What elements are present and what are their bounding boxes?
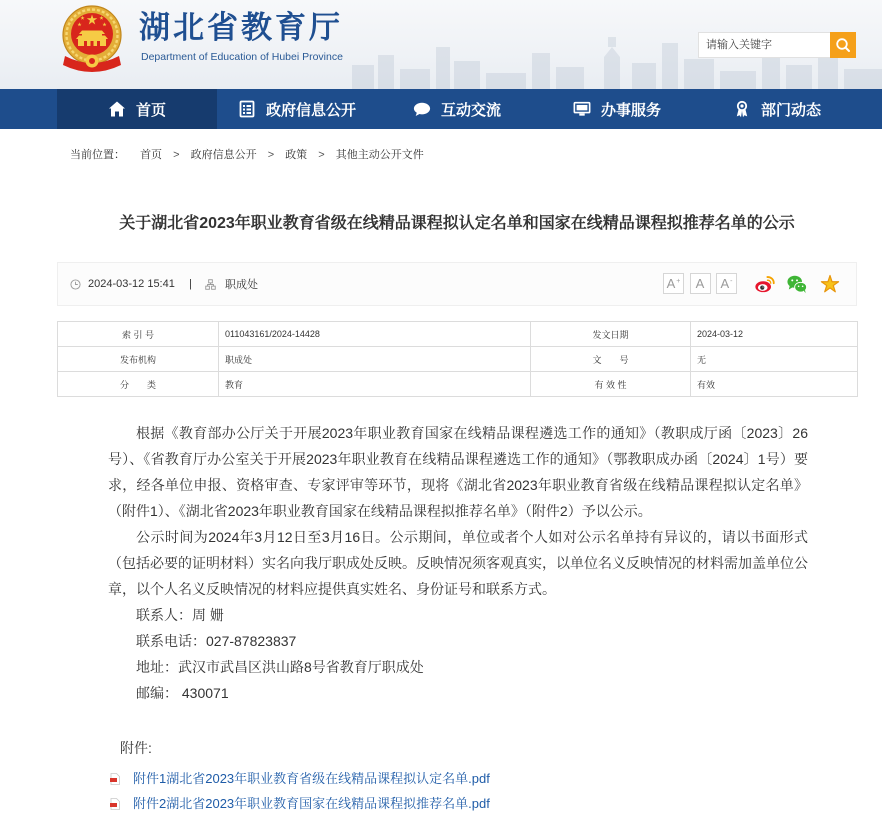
- attachment-item: [110, 795, 490, 813]
- nav-item-label: 部门动态: [760, 101, 821, 119]
- info-label: 发布机构: [58, 347, 219, 372]
- wechat-icon: [786, 274, 808, 294]
- info-value: 无: [691, 347, 858, 372]
- font-size-increase-button[interactable]: [663, 273, 684, 294]
- share-wechat-button[interactable]: [786, 273, 808, 295]
- table-row: [58, 372, 858, 397]
- share-weibo-button[interactable]: [754, 273, 776, 295]
- info-label: 分 类: [58, 372, 219, 397]
- breadcrumb-item[interactable]: 其他主动公开文件: [335, 149, 424, 161]
- article-body: [108, 420, 808, 706]
- info-label: 文 号: [531, 347, 691, 372]
- main-nav: [0, 89, 882, 129]
- pdf-file-icon: [110, 773, 120, 785]
- article-meta: [57, 262, 857, 306]
- font-size-default-button[interactable]: [690, 273, 711, 294]
- article-title: 关于湖北省2023年职业教育省级在线精品课程拟认定名单和国家在线精品课程拟推荐名单的公示: [119, 215, 795, 232]
- meta-separator: |: [189, 278, 192, 290]
- publish-datetime: 2024-03-12 15:41: [88, 278, 175, 290]
- search-icon: [835, 37, 851, 53]
- breadcrumb-separator: >: [173, 149, 180, 161]
- attachment-link[interactable]: 附件1湖北省2023年职业教育省级在线精品课程拟认定名单.pdf: [133, 771, 490, 786]
- info-value: 职成处: [219, 347, 531, 372]
- nav-item-services[interactable]: [537, 89, 697, 129]
- breadcrumb-separator: >: [267, 149, 275, 161]
- font-size-mark: -: [730, 278, 733, 285]
- contact-person: 联系人：周 姗: [136, 607, 224, 623]
- nav-item-gov-info[interactable]: [217, 89, 377, 129]
- info-label: 发文日期: [531, 322, 691, 347]
- site-header: [0, 0, 882, 89]
- body-paragraph: 根据《教育部办公厅关于开展2023年职业教育国家在线精品课程遴选工作的通知》（教职成厅函〔2023〕26号）、《省教育厅办公室关于开展2023年职业教育在线精品课程遴选工作的通知》（鄂教职成办函〔2024〕1号）要求，经各单位申报、资格审查、专家评审等环节，现将《湖北省2023年职业教育省级在线精品课程拟认定名单》（附件1）、《湖北省2023年职业教育国家在线精品课程拟推荐名单》（附件2）予以公示。: [108, 425, 808, 519]
- nav-item-dept-news[interactable]: [697, 89, 857, 129]
- clock-icon: [70, 263, 81, 305]
- org-icon: [205, 263, 216, 305]
- person-badge-icon: [733, 100, 751, 118]
- info-value: 有效: [691, 372, 858, 397]
- chat-bubble-icon: [413, 100, 431, 118]
- attachments-heading: 附件:: [120, 740, 152, 756]
- favorite-button[interactable]: [819, 273, 841, 295]
- breadcrumb-prefix: 当前位置：: [70, 149, 125, 161]
- breadcrumb-item[interactable]: 首页: [140, 149, 163, 161]
- font-size-letter: A: [720, 276, 730, 291]
- body-paragraph: 公示时间为2024年3月12日至3月16日。公示期间，单位或者个人如对公示名单持有异议的，请以书面形式（包括必要的证明材料）实名向我厅职成处反映。反映情况须客观真实，以单位名义反映情况的材料需加盖单位公章，以个人名义反映情况的材料应提供真实姓名、身份证号和联系方式。: [108, 529, 808, 597]
- table-row: [58, 347, 858, 372]
- document-list-icon: [238, 100, 256, 118]
- site-subtitle: Department of Education of Hubei Province: [141, 51, 343, 63]
- contact-phone: 联系电话：027-87823837: [136, 633, 297, 649]
- search-button[interactable]: [830, 32, 856, 58]
- font-size-letter: A: [666, 276, 676, 291]
- search-input[interactable]: [698, 32, 830, 58]
- breadcrumb-item[interactable]: 政府信息公开: [190, 149, 257, 161]
- search-box: [698, 32, 856, 58]
- nav-item-label: 首页: [135, 101, 166, 119]
- attachment-link[interactable]: 附件2湖北省2023年职业教育国家在线精品课程拟推荐名单.pdf: [133, 796, 490, 811]
- attachment-item: [110, 770, 490, 788]
- font-size-letter: A: [695, 276, 705, 291]
- font-size-decrease-button[interactable]: [716, 273, 737, 294]
- nav-item-home[interactable]: [57, 89, 217, 129]
- contact-postcode: 邮编： 430071: [136, 685, 229, 701]
- font-size-mark: +: [676, 278, 681, 285]
- site-title: 湖北省教育厅: [139, 10, 343, 45]
- nav-item-label: 互动交流: [440, 101, 501, 119]
- home-icon: [108, 100, 126, 118]
- info-label: 有 效 性: [531, 372, 691, 397]
- nav-item-interaction[interactable]: [377, 89, 537, 129]
- info-value: 011043161/2024-14428: [219, 322, 531, 347]
- info-label: 索 引 号: [58, 322, 219, 347]
- nav-item-label: 办事服务: [600, 101, 661, 119]
- contact-address: 地址：武汉市武昌区洪山路8号省教育厅职成处: [136, 659, 424, 675]
- national-emblem-logo[interactable]: [60, 4, 124, 74]
- breadcrumb-separator: >: [318, 149, 325, 161]
- document-info-table: [57, 321, 858, 397]
- publish-source: 职成处: [225, 279, 258, 291]
- nav-item-label: 政府信息公开: [265, 101, 356, 119]
- breadcrumb: [70, 147, 424, 163]
- info-value: 教育: [219, 372, 531, 397]
- info-value: 2024-03-12: [691, 322, 858, 347]
- pdf-file-icon: [110, 798, 120, 810]
- favorite-star-icon: [820, 274, 840, 294]
- breadcrumb-item[interactable]: 政策: [285, 149, 308, 161]
- weibo-icon: [754, 274, 776, 294]
- monitor-icon: [573, 100, 591, 118]
- table-row: [58, 322, 858, 347]
